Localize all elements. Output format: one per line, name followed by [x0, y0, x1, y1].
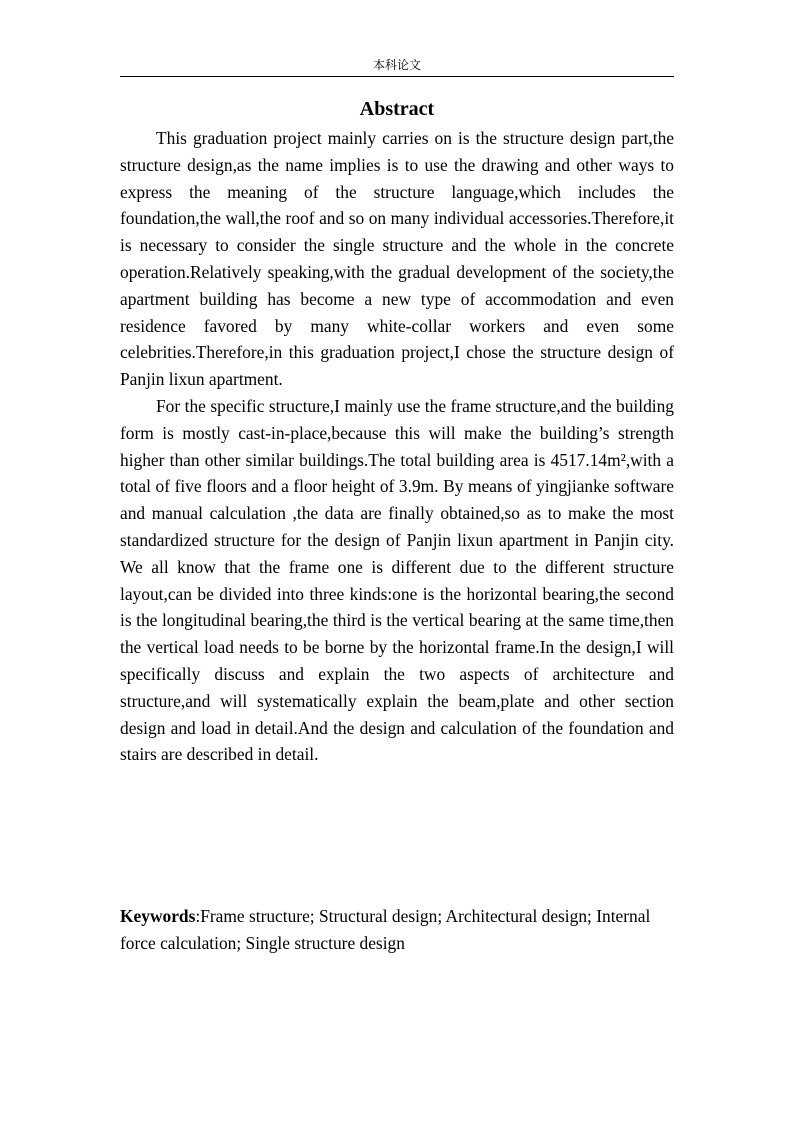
keywords-text: :Frame structure; Structural design; Architectural design; Internal force calculation; Single structure design — [120, 906, 651, 953]
running-header: 本科论文 — [372, 58, 421, 72]
keywords-line — [120, 903, 674, 957]
abstract-title: Abstract — [359, 98, 435, 120]
abstract-paragraph: For the specific structure,I mainly use the frame structure,and the building form is mostly cast-in-place,because this will make the building’s strength higher than other similar buildings.The total building area is 4517.14m²,with a total of five floors and a floor height of 3.9m. By means of yingjianke software and manual calculation ,the data are finally obtained,so as to make the most standardized structure for the design of Panjin lixun apartment in Panjin city. We all know that the frame one is different due to the different structure layout,can be divided into three kinds:one is the horizontal bearing,the second is the longitudinal bearing,the third is the vertical bearing at the same time,then the vertical load needs to be borne by the horizontal frame.In the design,I will specifically discuss and explain the two aspects of architecture and structure,and will systematically explain the beam,plate and other section design and load in detail.And the design and calculation of the foundation and stairs are described in detail. — [120, 395, 674, 765]
abstract-body — [120, 125, 674, 768]
header-rule — [120, 76, 674, 77]
keywords-label: Keywords — [120, 906, 196, 926]
abstract-paragraph: This graduation project mainly carries on is the structure design part,the structure design,as the name implies is to use the drawing and other ways to express the meaning of the structure language,which includes the foundation,the wall,the roof and so on many individual accessories.Therefore,it is necessary to consider the single structure and the whole in the concrete operation.Relatively speaking,with the gradual development of the society,the apartment building has become a new type of accommodation and even residence favored by many white-collar workers and even some celebrities.Therefore,in this graduation project,I chose the structure design of Panjin lixun apartment. — [120, 128, 674, 390]
